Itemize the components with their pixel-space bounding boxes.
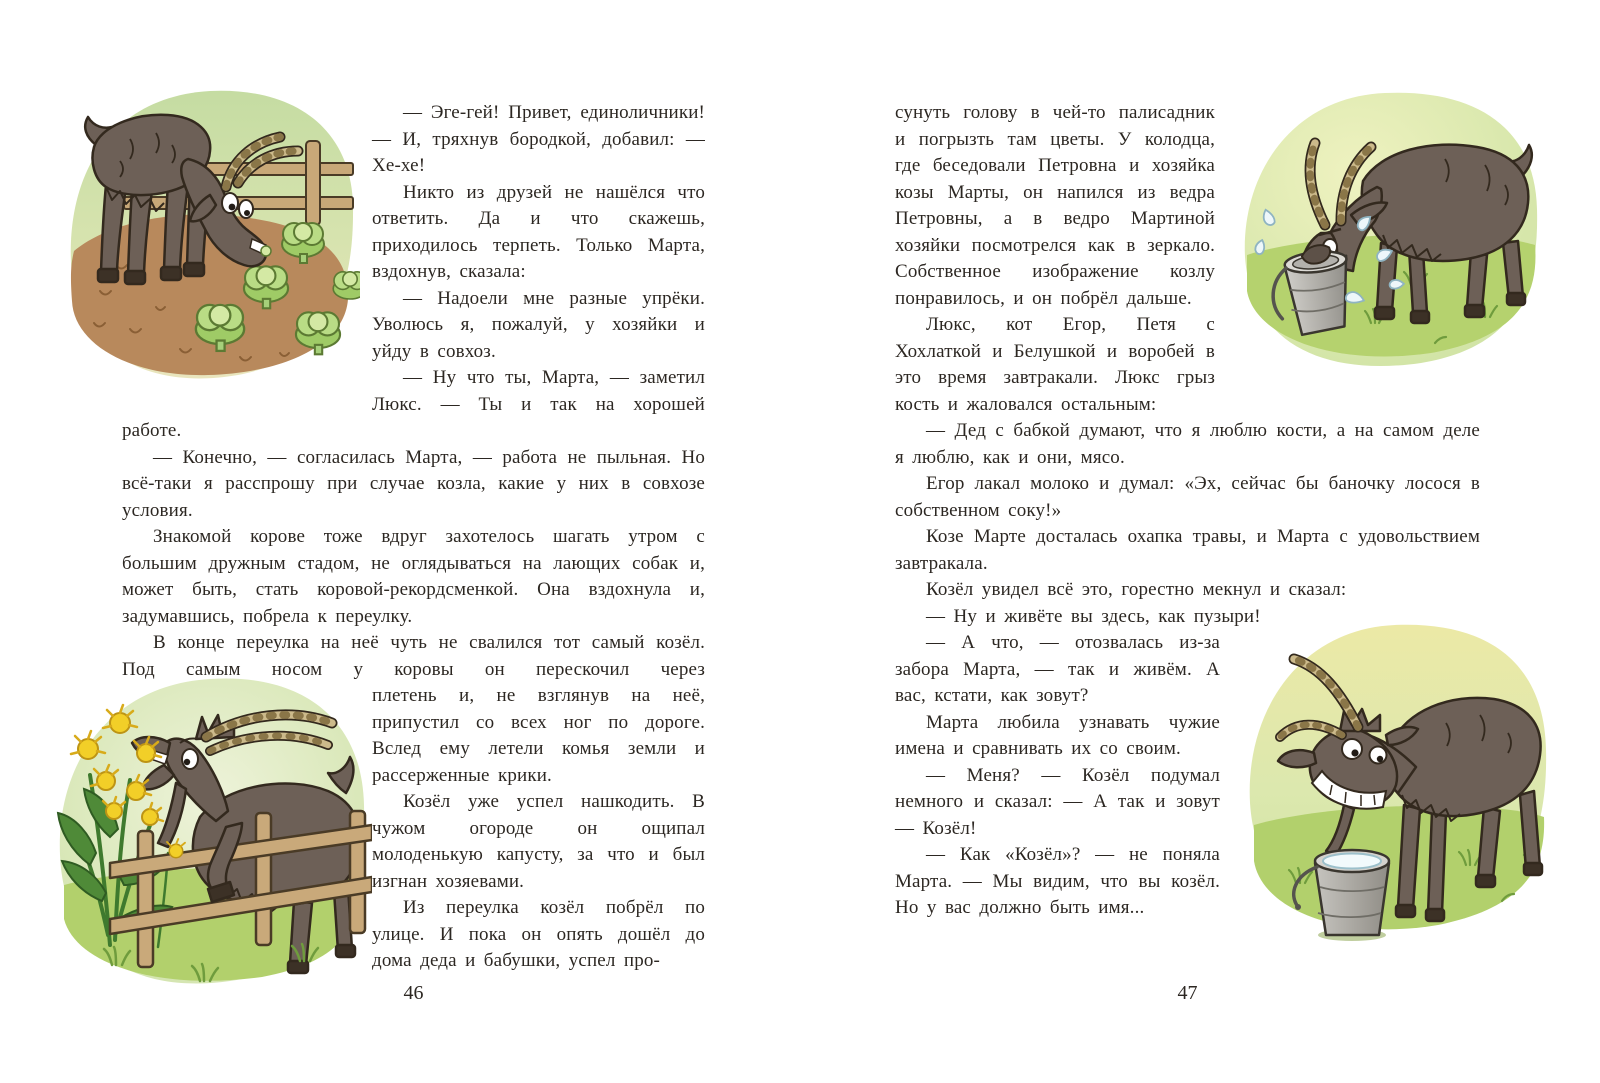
paragraph: — Конечно, — согласилась Марта, — работа не пыльная. Но всё-таки я расспрошу при случае козла, какие у них в совхозе условия.: [122, 446, 705, 521]
paragraph: Козёл увидел всё это, горестно мекнул и сказал:: [926, 579, 1347, 600]
paragraph: — Меня? — Козёл подумал немного и сказал: — А так и зовут — Козёл!: [895, 764, 1220, 839]
paragraph: — Как «Козёл»? — не поняла Марта. — Мы видим, что вы козёл. Но у вас должно быть имя...: [895, 844, 1220, 918]
paragraph: — Ну что ты, Марта, — заметил Люкс. — Ты и так на хорошей работе.: [122, 367, 705, 441]
paragraph: — Надоели мне разные упрёки. Уволюсь я, пожалуй, у хозяйки и уйду в совхоз.: [372, 287, 705, 362]
illustration-goat-flowers: [50, 665, 372, 995]
paragraph: Люкс, кот Егор, Петя с Хохлаткой и Белушкой и воробей в это время завтракали. Люкс грыз кость и жаловался остальным:: [895, 314, 1215, 415]
paragraph: В конце переулка на неё чуть не свалился тот самый козёл. Под самым носом у коровы он перескочил через: [122, 632, 705, 680]
paragraph: Егор лакал молоко и думал: «Эх, сейчас бы баночку лосося в собственном соку!»: [895, 473, 1480, 521]
bucket-water: [1323, 854, 1381, 869]
goat-cabbage-illustration: [60, 85, 360, 385]
paragraph: Марта любила узнавать чужие имена и сравнивать их со своим.: [895, 711, 1220, 759]
goat-bucket-illustration: [1240, 615, 1550, 945]
paragraph: плетень и, не взглянув на неё, припустил со всех ног по дороге. Вслед ему летели комья земли и рассерженные крики.: [372, 685, 705, 786]
illustration-goat-cabbage: [60, 85, 360, 385]
paragraph: Козе Марте досталась охапка травы, и Марта с удовольствием завтракала.: [895, 526, 1480, 574]
goat-flowers-illustration: [50, 665, 372, 995]
page-number: 46: [403, 982, 424, 1004]
page-number: 47: [1177, 982, 1198, 1004]
goat-drinking-illustration: [1235, 85, 1545, 380]
paragraph: сунуть голову в чей-то палисадник и погрызть там цветы. У колодца, где беседовали Петровна и хозяйка козы Марты, он напился из ведра Петровны, а в ведро Мартиной хозяйки посмотрелся как в зеркало. Собственное изображение козлу понравилось, и он побрёл дальше.: [895, 102, 1215, 309]
goat-front-leg: [1428, 811, 1446, 913]
paragraph: — Ну и живёте вы здесь, как пузыри!: [926, 605, 1261, 627]
paragraph: Из переулка козёл побрёл по улице. И пока он опять дошёл до дома деда и бабушки, успел про-: [372, 897, 705, 971]
paragraph: Никто из друзей не нашёлся что ответить. Да и что скажешь, приходилось терпеть. Только Марта, вздохнув, сказала:: [372, 181, 705, 282]
paragraph: — Дед с бабкой думают, что я люблю кости, а на самом деле я люблю, как и они, мясо.: [895, 420, 1480, 468]
paragraph: — А что, — отозвалась из-за забора Марта, — так и живём. А вас, кстати, как зовут?: [895, 632, 1220, 706]
illustration-goat-drinking: [1235, 85, 1545, 380]
page-right: [800, 0, 1600, 1083]
paragraph: Козёл уже успел нашкодить. В чужом огороде он ощипал молоденькую капусту, за что и был изгнан хозяевами.: [372, 791, 705, 892]
paragraph: Знакомой корове тоже вдруг захотелось шагать утром с большим дружным стадом, не оглядываться на лающих собак и, может быть, стать коровой-рекордсменкой. Она вздохнула и, задумавшись, побрела к переулку.: [122, 526, 705, 627]
paragraph: — Эге-гей! Привет, единоличники! — И, тряхнув бородкой, добавил: — Хе-хе!: [372, 102, 705, 176]
illustration-goat-bucket: [1240, 615, 1550, 945]
